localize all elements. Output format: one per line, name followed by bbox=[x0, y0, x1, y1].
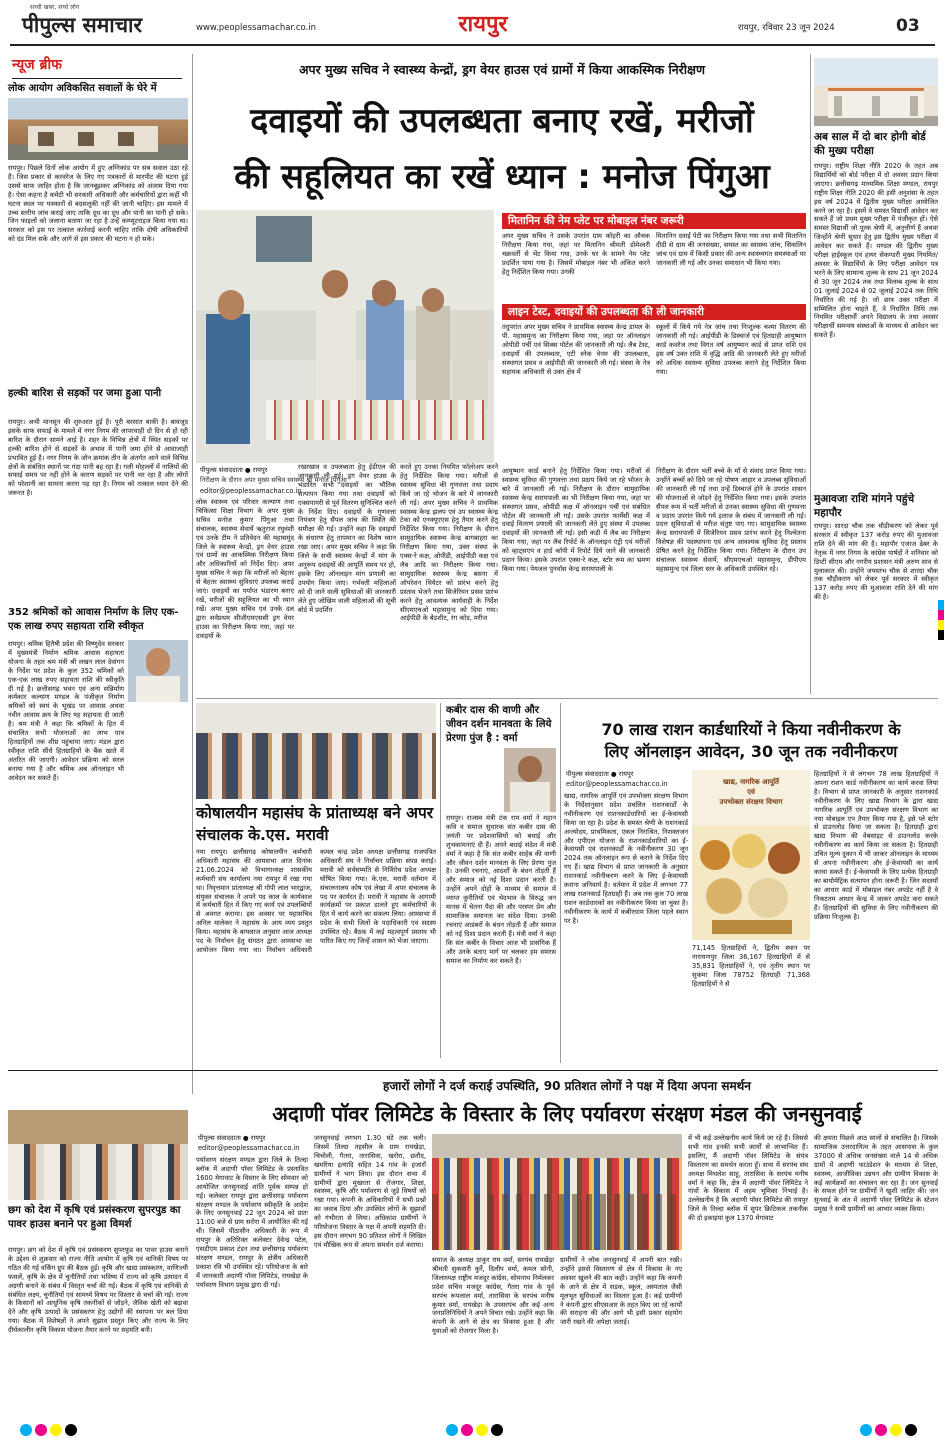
main-email[interactable]: editor@peoplessamachar.co.in bbox=[200, 487, 302, 495]
kosh-body-right bbox=[196, 990, 436, 1062]
adani-credit-name: पीपुल्स संवाददाता bbox=[198, 1134, 241, 1142]
adani-credit: पीपुल्स संवाददाता ● रायपुर bbox=[198, 1134, 266, 1142]
brief1-photo bbox=[8, 98, 188, 160]
adani-credit-place: रायपुर bbox=[250, 1134, 266, 1142]
brief3-title: 352 श्रमिकों को आवास निर्माण के लिए एक-एक लाख रुपए सहायता राशि स्वीकृत bbox=[8, 607, 179, 632]
box2-col2: स्कूलों में किये गये नेत्र जांच तथा निःशुल्क चश्मा वितरण की जानकारी ली गई। आईपीडी के डिस्चार्ज एवं हितग्राही आयुष्मान कार्ड कवरेज तथा विगत वर्ष आयुष्मान कार्ड से प्राप्त राशि एवं इस वर्ष उक्त राशि में वृद्धि आदि की जानकारी लेते हुए मरीजों को अधिक स्वास्थ्य सुविधा उपलब्ध कराने हेतु निर्देशित किया गया। bbox=[656, 323, 806, 376]
main-col-b: रखरखाव व उपलब्धता हेतु ईडीएल की जानकारी ली गई। ड्रग वेयर हाउस के भंडारित सभी दवाइयों का भौतिक सत्यापन किया गया तथा दवाइयों को एक्सपायरी से पूर्व वितरण सुनिश्चित करने के निर्देश दिए। दवाइयों के गुणवत्ता नियंत्रण हेतु सैंपल जांच की स्थिति की समीक्षा की गई। उन्होंने कहा कि दवाइयों के संधारण हेतु तापमान का विशेष ध्यान रखा जाए। अपर मुख्य सचिव ने कहा कि जिले के सभी स्वास्थ्य केन्द्रों में मांग के अनुरूप दवाइयों की आपूर्ति समय पर हो, इसके लिए ऑनलाइन मांग प्रणाली का उपयोग किया जाए। गर्भवती महिलाओं को दी जाने वाली सुविधाओं की जानकारी लेते हुए जोखिम वाली महिलाओं की सूची बोर्ड में प्रदर्शित bbox=[298, 463, 396, 614]
kabir-body-lead bbox=[446, 752, 500, 810]
kabir-portrait bbox=[504, 748, 556, 812]
main-kicker: अपर मुख्य सचिव ने स्वास्थ्य केन्द्रों, ड्रग वेयर हाउस एवं ग्रामों में किया आकस्मिक निरीक्षण bbox=[298, 62, 705, 77]
brief2-title: हल्की बारिश से सड़कों पर जमा हुआ पानी bbox=[8, 388, 162, 399]
brief3-body-cont bbox=[8, 706, 188, 1090]
main-headline-2: की सहूलियत का रखें ध्यान : मनोज पिंगुआ bbox=[234, 157, 770, 197]
section-title: रायपुर bbox=[458, 12, 508, 37]
ration-poster bbox=[692, 770, 810, 940]
ration-body-left: खाद्य, नागरिक आपूर्ति एवं उपभोक्ता संरक्षण विभाग के निर्देशानुसार प्रदेश प्रचलित राशनकार्डों के नवीनीकरण एवं राशनकार्डधारियों का ई-केवायसी किया जा रहा है। प्रदेश के समस्त श्रेणी के राशनकार्ड अन्त्योदय, प्राथमिकता, एकल निराश्रित, निशक्तजन और एपीएल योजना के राशनकार्डधारियों का ई-केवायसी एवं राशनकार्डों के नवीनीकरण 30 जून 2024 तक ऑनलाइन रूप से कराने के निर्देश दिए गए हैं। खाद्य विभाग से प्राप्त जानकारी के अनुसार राशनकार्ड नवीनीकरण करने के लिए ई-केवायसी कराना अनिवार्य है। वर्तमान में प्रदेश में लगभग 77 लाख राशनकार्ड हितग्राही हैं। अब तक कुल 70 लाख राशन कार्डधारकों का नवीनीकरण किया जा चुका है। नवीनीकरण के कार्य में कबीरधाम जिला पहले स्थान पर है। bbox=[564, 792, 688, 925]
cmyk-footer-left bbox=[20, 1424, 80, 1439]
main-col-a: लोक स्वास्थ्य एवं परिवार कल्याण तथा चिकित्सा शिक्षा विभाग के अपर मुख्य सचिव मनोज कुमार पिंगुआ तथा संचालक, स्वास्थ्य सेवायें ऋतुराज रघुवंशी एवं उनके टीम ने प्रतिवेदन की महासमुंद जिले के स्वास्थ्य केन्द्रों, ड्रग वेयर हाउस एवं ग्रामों का आकस्मिक निरीक्षण किया और अधिकारियों को निर्देश दिए। अपर मुख्य सचिव ने कहा कि मरीजों को बेहतर से बेहतर स्वास्थ्य सुविधाएं उपलब्ध कराई जाएं। दवाइयों का पर्याप्त भंडारण बनाए रखें, मरीजों की सहूलियत का भी ध्यान रखें। अपर मुख्य सचिव एवं उनके दल द्वारा सर्वप्रथम सीजीएमएससी ड्रग वेयर हाउस का निरीक्षण किया गया, जहां पर दवाइयों के bbox=[196, 498, 294, 640]
main-story-photo bbox=[196, 210, 494, 463]
brief3-portrait bbox=[128, 640, 188, 702]
box1-col2: मितानिन दवाई पेटी का निरीक्षण किया गया तथा सभी मितानिन दीदी से ग्राम की जनसंख्या, समस्त का स्वास्थ्य जांच, सिकलिन जांच एवं ग्राम में किसी प्रकार की अन्य स्वास्थ्यगत समस्याओं पर जानकारी ली गई और उनका समाधान भी किया गया। bbox=[656, 232, 806, 267]
board-exam-body: रायपुर। राष्ट्रीय शिक्षा नीति 2020 के तहत अब विद्यार्थियों को बोर्ड परीक्षा में दो अवसर प्रदान किया जाएगा। छत्तीसगढ़ माध्यमिक शिक्षा मण्डल, रायपुर राष्ट्रीय शिक्षा नीति 2020 की इसी अनुशंसा के तहत इस वर्ष 2024 में द्वितीय मुख्य परीक्षा आयोजित करने जा रहा है। इसमें वे समस्त विद्यार्थी आवेदन कर सकते हैं जो प्रथम मुख्य परीक्षा में पंजीकृत हों। ऐसे समस्त विद्यार्थी जो पूरक श्रेणी में, अनुत्तीर्ण हैं अथवा जिन्होंने श्रेणी सुधार हेतु इस द्वितीय मुख्य परीक्षा में आवेदन कर सकते हैं। मण्डल की द्वितीय मुख्य परीक्षा हाईस्कूल एवं हायर सेकण्डरी मुख्य नियमित/अवसर के विद्यार्थियों के लिए परीक्षा आवेदन पत्र भरने के लिए सामान्य शुल्क के साथ 21 जून 2024 से 30 जून 2024 तक तथा विलम्ब शुल्क के साथ 01 जुलाई 2024 से 02 जुलाई 2024 तक तिथि निर्धारित की गई है। जो छात्र उक्त परीक्षा में सम्मिलित होना चाहते हैं, वे निर्धारित तिथि तक नियमित परीक्षार्थी अपने विद्यालय के तथा अवसर परीक्षार्थी समन्वय संस्थाओं के माध्यम से आवेदन कर सकते हैं। bbox=[814, 162, 939, 340]
adani-top-rule bbox=[8, 1070, 938, 1071]
main-col-c: करते हुए उनका नियमित फॉलोअप करने हेतु निर्देशित किया गया। मरीजों से स्वास्थ्य सुविधा की गुणवत्ता तथा प्रदाय किये जा रहे भोजन के बारे में जानकारी ली गई। अपर मुख्य सचिव ने प्राथमिक स्वास्थ्य केन्द्र झलप एवं उप स्वास्थ्य केन्द्र टेका को एनक्यूएएस हेतु तैयार करने हेतु निर्देशित किया गया। निरीक्षण के दौरान सामुदायिक स्वास्थ्य केन्द्र बागबाहरा का निरीक्षण किया गया, उक्त संस्था के एक्स-रे कक्ष, ओपीडी, आईपीडी कक्ष एवं लैब आदि का निरीक्षण किया गया। सामुदायिक स्वास्थ्य केन्द्र बसना में ऑपरेशन थियेटर को प्रारंभ करने हेतु प्रस्ताव भेजने तथा सिजेरियन प्रसव प्रारंभ करने हेतु आवश्यक कार्यवाही के निर्देश सीएमएचओ महासमुन्द को दिया गया। आईपीडी के बेडशीट, रंग कोड, मरीज bbox=[400, 463, 498, 623]
brief2-body: रायपुर। अभी मानसून की शुरुआत हुई है। पूरी बरसात बाकी है। बावजूद इसके साफ सफाई के मामले में नगर निगम की लापरवाही दो दिन से हो रही बारिश के दौरान सामने आई है। शहर के विभिन्न क्षेत्रों में स्थित सड़कों पर हल्की बारिश होने से सड़कों के अभाव में पानी जमा होने से आवाजाही प्रभावित हुई है। नगर निगम के जोन क्रमांक तीन के अंतर्गत आने वाले विभिन्न क्षेत्रों के संबंधित स्थानों पर गंदा पानी बह रहा है। गली मोहल्लों में नालियों की सफाई समय पर नहीं होने के कारण सड़कों पर पानी भर रहा है और लोगों को परेशानी का सामना करना पड़ रहा है। निगम को तत्काल ध्यान देने की जरूरत है। bbox=[8, 418, 188, 498]
main-col-e: निरीक्षण के दौरान भर्ती बच्चे के माँ से संवाद प्राप्त किया गया। उन्होंने बच्चों को दिये जा रहे पोषण आहार व उपलब्ध सुविधाओं की जानकारी ली गई तथा उन्हें डिस्चार्ज होने के उपरांत शासन की योजनाओं से जोड़ने हेतु निर्देशित किया गया। इसके उपरांत सैंपल रूम में भर्ती मरीजों से उनका स्वास्थ्य सुविधा की गुणवत्ता व प्रदाय उपरांत किये गये इलाज के संबंध में जानकारी ली गई। प्रदत्त सुविधाओं से मरीज संतुष्ट पाए गए। सामुदायिक स्वास्थ्य केन्द्र सरायपाली में सिजेरियन प्रसव प्रारंभ करने हेतु निश्चेतना विशेषज्ञ की पदस्थापना एवं अन्य आवश्यक सुविधा हेतु प्रस्ताव प्रेषित करने हेतु निर्देशित किया गया। निरीक्षण के दौरान उप संचालक स्वास्थ्य सेवायें, सीएमएचओ महासमुन्द, डीपीएम महासमुन्द एवं जिला स्तर के अधिकारी उपस्थित रहे। bbox=[656, 467, 806, 573]
masthead-divider bbox=[10, 44, 935, 46]
kosh-body-left: नया रायपुर। छत्तीसगढ़ कोषालयीन कर्मचारी अधिकारी महासंघ की आमसभा आज दिनांक 21.06.2024 को विभागाध्यक्ष शासकीय कर्मचारी संघ कार्यालय नया रायपुर में रखा गया था। निवृत्तमान प्रांताध्यक्ष श्री गोपी लाल भारद्वाज, संयुक्त संचालक ने अपने पद काल के कार्यकाल में कर्मचारी हित में किए गए कार्य एवं उपलब्धियों से अवगत कराया। इस अवसर पर महासचिव अनिल मालेकर ने महासंघ के आय व्यय प्रस्तुत किया। महासंघ के बायलाज अनुसार आज अध्यक्ष पद के निर्वाचन हेतु संगठन द्वारा आमसभा का आयोजन किया गया था। निर्वाचन अधिकारी कमल चन्द्र प्रदेश अध्यक्ष छत्तीसगढ़ राजपत्रित अधिकारी संघ ने निर्वाचन प्रक्रिया संपन्न कराई। मरावी को सर्वसम्मति से निर्विरोध प्रदेश अध्यक्ष घोषित किया गया। के.एस. मरावी वर्तमान में संचालनालय कोष एवं लेखा में अपर संचालक के पद पर कार्यरत हैं। मरावी ने महासंघ के आगामी कार्यक्रमों पर प्रकाश डालते हुए कर्मचारियों के हित में कार्य करने का संकल्प लिया। आमसभा में प्रदेश के सभी जिलों के पदाधिकारी एवं सदस्य उपस्थित रहे। बैठक में कई महत्वपूर्ण प्रस्ताव भी पारित किए गए जिन्हें शासन को भेजा जाएगा। bbox=[196, 848, 436, 954]
agri-headline: छग को देश में कृषि एवं प्रसंस्करण सुपरपुड का पावर हाउस बनाने पर हुआ विमर्श bbox=[8, 1205, 181, 1230]
kabir-divider bbox=[440, 703, 441, 1058]
adani-kicker: हजारों लोगों ने दर्ज कराई उपस्थिति, 90 प्रतिशत लोगों ने पक्ष में दिया अपना समर्थन bbox=[383, 1079, 751, 1093]
main-col-d: आयुष्मान कार्ड बनाने हेतु निर्देशित किया गया। मरीजों से स्वास्थ्य सुविधा की गुणवत्ता तथा प्रदाय किये जा रहे भोजन के बारे में जानकारी ली गई। निरीक्षण के दौरान सामुदायिक स्वास्थ्य केन्द्र सरायपाली का भी निरीक्षण किया गया, जहां पर संस्थागत प्रसव, ओपीडी कक्ष में ऑनलाइन पर्ची एवं संबंधित पोर्टल की जानकारी ली गई। उसके उपरांत फार्मेसी कक्ष में दवाई वितरण प्रणाली की जानकारी लेते हुए संस्था में उपलब्ध दवाइयों की जानकारी ली गई। इसी कड़ी में लैब का निरीक्षण किया गया, जहां पर लैब रिपोर्ट के ऑनलाइन एंट्री एवं मरीजों को व्हाट्सएप व हार्ड कॉपी में रिपोर्ट दिये जाने की जानकारी प्रदान किया। इसके उपरांत एक्स-रे कक्ष, स्टोर रूम का भ्रमण किया गया। पेयजल पुनर्वास केन्द्र सरायपाली के bbox=[502, 467, 650, 573]
box2-title: लाइन टेस्ट, दवाइयों की उपलब्धता की ली जानकारी bbox=[502, 304, 806, 320]
ration-credit-place: रायपुर bbox=[618, 770, 634, 778]
cmyk-footer-right bbox=[860, 1424, 920, 1439]
news-brief-label: न्यूज ब्रीफ bbox=[12, 57, 62, 73]
ration-divider bbox=[560, 703, 561, 1063]
adani-col3: समाज के अध्यक्ष ठाकुर राम वर्मा, सरपंच रायखेड़ा श्रीमती सुकवारी कुर्रे, दिलीप वर्मा, कमल सोनी, जिलाध्यक्ष राष्ट्रीय मजदूर कांग्रेस, सोमनाथ निर्मलकर प्रदेश सचिव मजदूर कांग्रेस, गैतरा गांव के पूर्व सरपंच रूपलाल वर्मा, तारासिवा के सरपंच मनीष कुमार वर्मा, रायखेड़ा के उपसरपंच और कई अन्य जनप्रतिनिधियों ने अपने विचार रखे। उन्होंने कहा कि कंपनी के आने से क्षेत्र का विकास हुआ है और युवाओं को रोजगार मिला है। bbox=[432, 1256, 554, 1336]
kosh-headline: कोषालयीन महासंघ के प्रांताध्यक्ष बने अपर संचालक के.एस. मरावी bbox=[196, 804, 434, 844]
board-exam-photo bbox=[814, 58, 938, 126]
adani-email[interactable]: editor@peoplessamachar.co.in bbox=[198, 1144, 300, 1152]
website-link[interactable]: www.peoplessamachar.co.in bbox=[196, 23, 317, 33]
kosh-group-photo bbox=[196, 703, 436, 799]
adani-col6: की क्षमता पिछले आठ सालों से संचालित है। जिसके सामाजिक उत्तरदायित्व के तहत आसपास के कुल 37000 से अधिक जनसंख्या वाले 14 से अधिक ग्रामों में अदाणी फाउंडेशन के माध्यम से शिक्षा, स्वास्थ्य, आजीविका उन्नयन और ग्रामीण विकास के कई कार्यक्रमों का संचालन कर रहा है। जन सुनवाई के सफल होने पर ग्रामीणों ने खुशी जाहिर की। जन सुनवाई के अंत में अदाणी पॉवर लिमिटेड के स्टेशन प्रमुख ने सभी ग्रामीणों का आभार व्यक्त किया। bbox=[814, 1134, 938, 1214]
main-credit-place: रायपुर bbox=[252, 466, 268, 474]
main-headline-1: दवाइयों की उपलब्धता बनाए रखें, मरीजों bbox=[250, 101, 754, 141]
agri-body: रायपुर। छग को देश में कृषि एवं प्रसंस्करण सुपरफूड का पावर हाउस बनाने के उद्देश्य से शुक्रवार को राज्य नीति आयोग में कृषि एवं वानिकी विषय पर गठित की गई वर्किंग ग्रुप की बैठक हुई। कृषि और खाद्य प्रसंस्करण, वाणिज्यी फसलें, कृषि के क्षेत्र में चुनौतियों तथा भविष्य में राज्य को कृषि उत्पादन में अग्रणी बनाने के संबंध में विस्तृत चर्चा की गई। बैठक में कृषि एवं वानिकी से संबंधित लक्ष्य, चुनौतियों एवं सामर्थ्य विषय पर विस्तार से चर्चा की गई। राज्य के किसानों को आधुनिक कृषि तकनीकों से जोड़ने, जैविक खेती को बढ़ावा देने और कृषि उत्पादों के प्रसंस्करण हेतु उद्योगों की स्थापना पर बल दिया गया। बैठक में विशेषज्ञों ने अपने सुझाव प्रस्तुत किए और राज्य के लिए दीर्घकालीन कृषि विकास योजना तैयार करने पर सहमति बनी। bbox=[8, 1246, 188, 1335]
right-column-divider bbox=[810, 54, 811, 694]
agri-meeting-photo bbox=[8, 1110, 188, 1200]
compensation-body: रायपुर। शारदा चौक तक चौड़ीकरण को लेकर पूर्व सरकार में स्वीकृत 137 करोड़ रुपए की मुआवजा राशि देने की मांग की है। महापौर एजाज ढेबर के नेतृत्व में नगर निगम के कांग्रेस पार्षदों ने शनिवार को डिप्टी सीएम और नगरीय प्रशासन मंत्री अरुण साव से मुलाकात की। उन्होंने जयस्तंभ चौक से शारदा चौक तक चौड़ीकरण को लेकर पूर्व सरकार में स्वीकृत 137 करोड़ रुपए की मुआवजा राशि देने की मांग की है। bbox=[814, 522, 938, 602]
ration-headline-2: लिए ऑनलाइन आवेदन, 30 जून तक नवीनीकरण bbox=[604, 742, 898, 761]
brand-logo: पीपुल्स समाचार bbox=[22, 13, 143, 37]
ration-headline-1: 70 लाख राशन कार्डधारियों ने किया नवीनीकरण के bbox=[601, 720, 901, 739]
adani-col5: में भी कई उल्लेखनीय कार्य किये जा रहे हैं। जिससे सभी गांव इनकी सभी कार्यों से लाभान्वित हैं। इसलिए, मैं अदाणी पॉवर लिमिटेड के संयंत्र विस्तारण का समर्थन करता हूँ। सभा में सरपंच संघ अध्यक्ष मिथलेश साहू, तारासिवा के सरपंच मनीष वर्मा ने कहा कि, क्षेत्र में अदाणी पॉवर लिमिटेड ने गांवों के विकास में अहम भूमिका निभाई है। उल्लेखनीय है कि अदाणी पॉवर लिमिटेड की रायपुर जिले के तिल्दा ब्लॉक में सुपर क्रिटिकल तकनीक की दो इकाइयां कुल 1370 मेगावाट bbox=[688, 1134, 808, 1223]
cmyk-footer-center bbox=[446, 1424, 506, 1439]
cmyk-marker-right bbox=[938, 600, 944, 640]
main-photo-caption: निरीक्षण के दौरान अपर मुख्य सचिव स्वास्थ्य श्री मनोज पिंगुआ bbox=[200, 476, 347, 484]
box1-title: मितानिन की नेम प्लेट पर मोबाइल नंबर जरूरी bbox=[502, 213, 806, 229]
ration-credit-name: पीपुल्स संवाददाता bbox=[566, 770, 609, 778]
board-exam-headline: अब साल में दो बार होगी बोर्ड की मुख्य परीक्षा bbox=[814, 131, 926, 157]
ration-poster-line1: खाद्य, नागरिक आपूर्ति bbox=[722, 778, 780, 786]
brief3-body: रायपुर। श्रमिक हितैषी प्रदेश की विष्णुदेव सरकार में मुख्यमंत्री निर्माण श्रमिक आवास सहायता योजना के तहत श्रम मंत्री श्री लखन लाल देवांगन के निर्देश पर प्रदेश के कुल 352 श्रमिकों को एक-एक लाख रुपए सहायता राशि की स्वीकृति दी गई है। छत्तीसगढ़ भवन एवं अन्य सन्निर्माण कर्मकार कल्याण मण्डल के पंजीकृत निर्माण श्रमिकों को स्वयं के भूखंड पर आवास अथवा नवीन आवास क्रय के लिए यह सहायता दी जाती है। श्रम मंत्री ने कहा कि श्रमिकों के हित में संचालित सभी योजनाओं का लाभ पात्र हितग्राहियों तक शीघ्र पहुंचाया जाए। मंडल द्वारा स्वीकृत राशि सीधे हितग्राहियों के बैंक खाते में अंतरित की जाएगी। आवेदन प्रक्रिया को सरल बनाया गया है और श्रमिक अब ऑनलाइन भी आवेदन कर सकते हैं। bbox=[8, 640, 124, 782]
ration-credit: पीपुल्स संवाददाता ● रायपुर bbox=[566, 770, 634, 778]
adani-col4: ग्रामीणों ने लोक जनसुनवाई में अपनी बात रखी। उन्होंने इससे विस्तारण से क्षेत्र में विकास के नए अवसर खुलने की बात कही। उन्होंने कहा कि कंपनी के आने से क्षेत्र में सड़क, स्कूल, अस्पताल जैसी मूलभूत सुविधाओं का विस्तार हुआ है। कई ग्रामीणों ने कंपनी द्वारा सीएसआर के तहत किए जा रहे कार्यों की सराहना की और आगे भी इसी प्रकार सहयोग जारी रखने की अपेक्षा जताई। bbox=[560, 1256, 682, 1327]
brief1-title: लोक आयोग अविकसित सवालों के घेरे में bbox=[8, 83, 157, 94]
ration-poster-line2: एवं bbox=[747, 788, 755, 796]
adani-crowd-photo bbox=[432, 1134, 682, 1250]
ration-email[interactable]: editor@peoplessamachar.co.in bbox=[566, 780, 668, 788]
left-column-divider bbox=[192, 54, 193, 1094]
page-number: 03 bbox=[896, 16, 920, 36]
box2-col1: तदुपरांत अपर मुख्य सचिव ने प्राथमिक स्वास्थ्य केन्द्र डायल के पी. महासमुन्द का निरीक्षण किया गया, जहां पर ऑनलाइन ओपीडी पर्ची एवं सिक्स पोर्टल की जानकारी ली गई। लैब टेस्ट, दवाइयों की उपलब्धता, एटी स्नेक वेनम की उपलब्धता, संस्थागत प्रसव व आईपीडी की जानकारी ली गई। संस्था के नेत्र सहायक अधिकारी से उक्त क्षेत्र में bbox=[502, 323, 650, 376]
masthead bbox=[0, 0, 945, 46]
adani-col2: जनसुनवाई लगभग 1.30 घंटे तक चली। जिसमें तिल्दा तहसील के ग्राम रायखेड़ा, चिचोली, गैतरा, तारासिवा, खरोरा, छतौद, खमरिया इत्यादि सहित 14 गांव के हजारों ग्रामीणों ने भाग लिया। इस दौरान सभा में ग्रामीणों द्वारा मुखरता से रोजगार, शिक्षा, स्वास्थ्य, कृषि और पर्यावरण से जुड़े विषयों को रखा गया। कंपनी के अधिकारियों ने सभी प्रश्नों का जवाब दिया और उपस्थित लोगों के सुझावों को गंभीरता से लिया। अधिकांश ग्रामीणों ने परियोजना विस्तार के पक्ष में अपनी सहमति दी। इस दौरान लगभग 90 प्रतिशत लोगों ने लिखित एवं मौखिक रूप से अपना समर्थन दर्ज कराया। bbox=[314, 1134, 426, 1249]
news-brief-underline bbox=[12, 78, 182, 79]
compensation-headline: मुआवजा राशि मांगने पहुंचे महापौर bbox=[814, 493, 915, 519]
brief1-body: रायपुर। पिछले दिनों लोक आयोग में हुए अग्निकांड पर सब सवाल उठा रहे हैं। जिस प्रकार से करवरेज के लिए गए पत्रकारों से मारपीट की घटना हुई उससे साफ जाहिर होता है कि जानबूझकर अग्निकांड को अंजाम दिया गया है। ऐसा कहना है कमेटी भी सरकारी अधिकारी और कर्मचारियों द्वारा कहीं भी घटना स्थल पर पत्रकारों से बदसलूकी नहीं की जानी चाहिए। इस मामले में उच्च स्तरीय जांच कराई जाए ताकि दूध का दूध और पानी का पानी हो सके। जिन फाइलों को जलाना बताया जा रहा है उन्हें कम्प्यूटराइज किया गया था। सरकार को इस पर तत्काल कार्रवाई करनी चाहिए ताकि दोषी अधिकारियों को दंड मिल सके और आगे से इस प्रकार की घटना न हो सके। bbox=[8, 164, 188, 244]
kabir-headline: कबीर दास की वाणी और जीवन दर्शन मानवता के लिये प्रेरणा पुंज है : वर्मा bbox=[446, 705, 552, 744]
kabir-body: रायपुर। राजस्व मंत्री टंक राम वर्मा ने महान कवि व समाज सुधारक संत कबीर दास की जयंती पर प्रदेशवासियों को बधाई और शुभकामनाएं दी हैं। अपने बधाई संदेश में मंत्री वर्मा ने कहा है कि संत कबीर साहेब की वाणी और जीवन दर्शन मानवता के लिए प्रेरणा पुंज है। उनकी रचनाएं, आदर्शों के बंधन तोड़ती हैं और समाज को नई दिशा प्रदान करती हैं। उन्होंने अपने दोहों के माध्यम से समाज में व्याप्त कुरीतियों एवं भेदभाव के विरुद्ध जन मानस में चेतना पैदा की और परस्पर प्रेम और सामाजिक समानता का संदेश दिया। उनकी रचनाएं आडंबरों के बंधन तोड़ती हैं और समाज को नई दिशा प्रदान करती हैं। मंत्री वर्मा ने कहा कि संत कबीर के विचार आज भी प्रासंगिक हैं और उनके बताए मार्ग पर चलकर हम समरस समाज का निर्माण कर सकते हैं। bbox=[446, 814, 556, 965]
mid-section-rule bbox=[196, 698, 938, 699]
dateline: रायपुर, रविवार 23 जून 2024 bbox=[738, 23, 835, 33]
adani-headline: अदाणी पॉवर लिमिटेड के विस्तार के लिए पर्यावरण संरक्षण मंडल की जनसुनवाई bbox=[272, 1102, 862, 1126]
box1-col1: अपर मुख्य सचिव ने उसके उपरांत ग्राम कोहरी का औचक निरीक्षण किया गया, जहां पर मितानिन श्रीमती डोमेश्वरी चक्रवर्ती से भेंट किया गया, उनके घर के सामने नेम प्लेट प्रदर्शित पाया गया है। जिसमें मोबाइल नंबर भी अंकित करने हेतु निर्देशित किया गया। उनकी bbox=[502, 232, 650, 276]
brand-tagline: सच्ची खबर, सच्चे लोग bbox=[30, 4, 80, 11]
main-photo-credit: पीपुल्स संवाददाता ● रायपुर bbox=[200, 466, 268, 474]
adani-col1: पर्यावरण संरक्षण मण्डल द्वारा जिले के तिल्दा ब्लॉक में अदाणी पॉवर लिमिटेड के प्रस्तावित 1600 मेगावाट के विस्तार के लिए सोमवार को आयोजित जनसुनवाई शांति पूर्वक सम्पन्न हो गई। कलेक्टर रायपुर द्वारा छत्तीसगढ़ पर्यावरण संरक्षण मण्डल के पर्यावरण स्वीकृति के आदेश के लिए जनसुनवाई 22 जून 2024 को प्रातः 11:00 बजे से ग्राम सरोरा में आयोजित की गई थी। जिसमें पीठासीन अधिकारी के रूप में रायपुर के अतिरिक्त कलेक्टर देवेन्द्र पटेल, एसडीएम प्रकाश टंडन तथा छत्तीसगढ़ पर्यावरण संरक्षण मण्डल, रायपुर के क्षेत्रीय अधिकारी प्रकाश रवि भी उपस्थित रहे। परियोजना के बारे में जानकारी अदाणी पॉवर लिमिटेड, रायखेड़ा के पर्यावरण विभाग प्रमुख द्वारा दी गई। bbox=[196, 1156, 308, 1289]
ration-body-mid: 71,145 हितग्राहियों ने, द्वितीय स्थान पर नारायणपुर जिला 36,167 हितग्राहियों में से 35,831 हितग्राहियों ने, एवं तृतीय स्थान पर सुकमा जिला 78752 हितग्राही 71,368 हितग्राहियों ने से bbox=[692, 944, 810, 988]
main-credit-name: पीपुल्स संवाददाता bbox=[200, 466, 243, 474]
ration-poster-line3: उपभोक्ता संरक्षण विभाग bbox=[719, 798, 783, 806]
ration-body-right: हितग्राहियों ने से लगभग 78 लाख हितग्राहियों ने अपना राशन कार्ड नवीनीकरण का कार्य करवा लिया है। विभाग से प्राप्त जानकारी के अनुसार राशनकार्ड नवीनीकरण के लिए खाद्य विभाग के द्वारा खाद्य नागरिक आपूर्ति एवं उपभोक्ता संरक्षण विभाग का नया मोबाइल एप तैयार किया गया है, इसे प्ले स्टोर से डाउनलोड किया जा सकता है। हितग्राही द्वारा खाद्य विभाग की वेबसाइट से डाउनलोड करके नवीनीकरण का कार्य किया जा सकता है। हितग्राही उचित मूल्य दुकान में भी जाकर ऑनलाइन के माध्यम से अपना नवीनीकरण और ई-केवायसी का कार्य करवा सकते हैं। ई-केवायसी के लिए प्रत्येक हितग्राही का बायोमेट्रिक सत्यापन होना जरूरी है। जिन सदस्यों का आधार कार्ड में मोबाइल नंबर अपडेट नहीं है वे निकटतम आधार केन्द्र में जाकर अपडेट करा सकते हैं। हितग्राहियों की सुविधा के लिए नवीनीकरण की प्रक्रिया निःशुल्क है। bbox=[814, 770, 938, 921]
